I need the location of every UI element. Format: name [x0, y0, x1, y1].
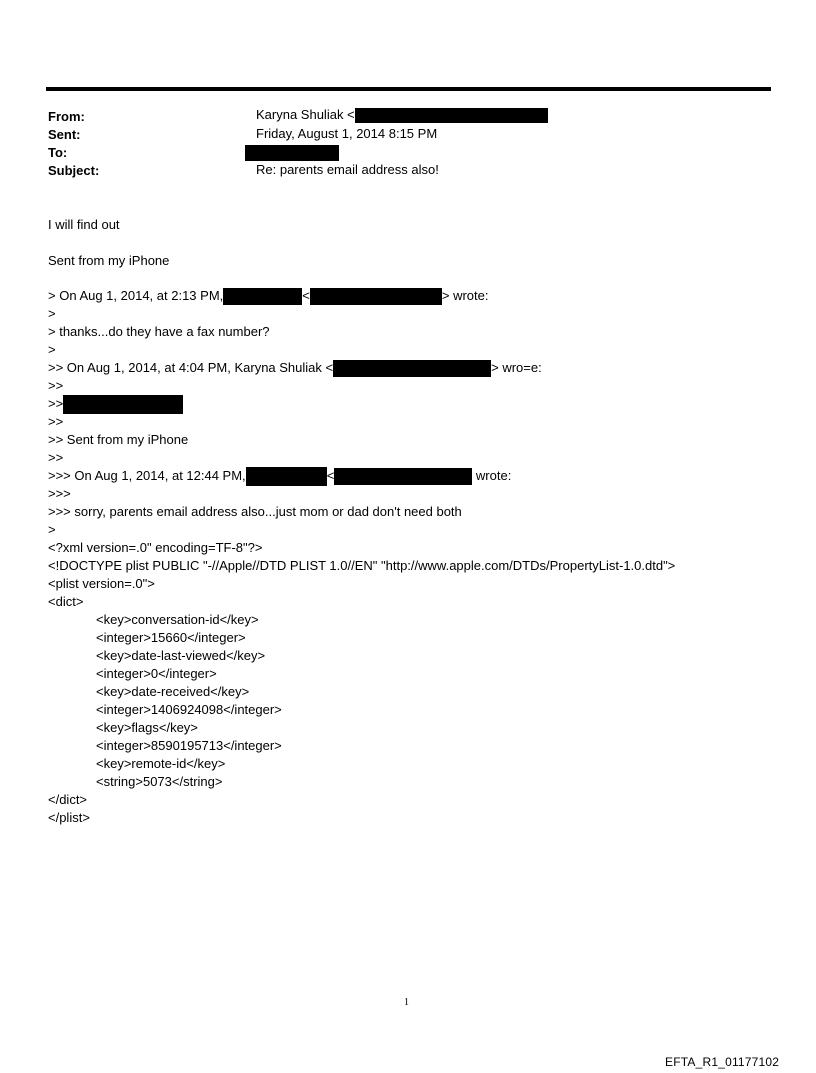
body-line: I will find out: [48, 217, 120, 232]
redaction-block: [333, 360, 491, 377]
xml-line: <integer>1406924098</integer>: [96, 702, 282, 717]
subject-value: Re: parents email address also!: [256, 162, 439, 177]
page-number: 1: [404, 997, 409, 1008]
body-line: >>: [48, 450, 64, 465]
xml-line: <!DOCTYPE plist PUBLIC "-//Apple//DTD PLIST 1.0//EN" "http://www.apple.com/DTDs/PropertyList-1.0.dtd">: [48, 558, 676, 573]
body-line: >: [48, 522, 56, 537]
xml-line: <key>remote-id</key>: [96, 756, 226, 771]
bates-number: EFTA_R1_01177102: [665, 1055, 780, 1069]
xml-line: <dict>: [48, 594, 84, 609]
xml-line: <key>date-received</key>: [96, 684, 250, 699]
xml-line: </dict>: [48, 792, 88, 807]
body-line: >>> sorry, parents email address also...just mom or dad don't need both: [48, 504, 462, 519]
quoted-text: > On Aug 1, 2014, at 2:13 PM,: [48, 288, 224, 303]
quoted-text: > wrote:: [441, 288, 489, 303]
xml-line: </plist>: [48, 810, 90, 825]
redaction-block: [223, 288, 302, 305]
body-line: [48, 395, 183, 414]
quoted-text: >> On Aug 1, 2014, at 4:04 PM, Karyna Shuliak <: [48, 360, 334, 375]
quoted-text: <: [326, 468, 335, 483]
redaction-block: [310, 288, 442, 305]
to-label: To:: [48, 145, 68, 160]
quoted-text: <: [302, 288, 310, 303]
from-name: Karyna Shuliak <: [256, 107, 355, 122]
redaction-block: [245, 145, 339, 161]
redaction-block: [246, 467, 327, 486]
xml-line: <integer>0</integer>: [96, 666, 217, 681]
quoted-header-line: [48, 359, 542, 377]
from-value: [256, 107, 548, 123]
xml-line: <key>flags</key>: [96, 720, 198, 735]
xml-line: <plist version=.0">: [48, 576, 155, 591]
quoted-text: wrote:: [475, 468, 512, 483]
sent-value: Friday, August 1, 2014 8:15 PM: [256, 126, 438, 141]
subject-label: Subject:: [48, 163, 100, 178]
quoted-text: > wro=e:: [491, 360, 542, 375]
xml-line: <integer>8590195713</integer>: [96, 738, 282, 753]
body-line: >: [48, 342, 56, 357]
body-line: >> Sent from my iPhone: [48, 432, 189, 447]
body-line: >: [48, 306, 56, 321]
quoted-header-line: [48, 467, 511, 486]
from-label: From:: [48, 109, 85, 124]
xml-line: <string>5073</string>: [96, 774, 223, 789]
redaction-block: [355, 108, 548, 123]
to-value: [245, 144, 339, 161]
xml-line: <?xml version=.0" encoding=TF-8"?>: [48, 540, 263, 555]
redaction-block: [334, 468, 472, 485]
body-line: >>: [48, 378, 64, 393]
quoted-text: >>: [48, 396, 64, 411]
quoted-header-line: [48, 287, 488, 305]
xml-line: <key>conversation-id</key>: [96, 612, 259, 627]
redaction-block: [63, 395, 183, 414]
quoted-text: >>> On Aug 1, 2014, at 12:44 PM,: [48, 468, 246, 483]
sent-label: Sent:: [48, 127, 81, 142]
xml-line: <key>date-last-viewed</key>: [96, 648, 266, 663]
header-rule: [46, 87, 771, 91]
body-line: >>: [48, 414, 64, 429]
body-line: >>>: [48, 486, 71, 501]
xml-line: <integer>15660</integer>: [96, 630, 246, 645]
body-line: > thanks...do they have a fax number?: [48, 324, 270, 339]
body-line: Sent from my iPhone: [48, 253, 170, 268]
